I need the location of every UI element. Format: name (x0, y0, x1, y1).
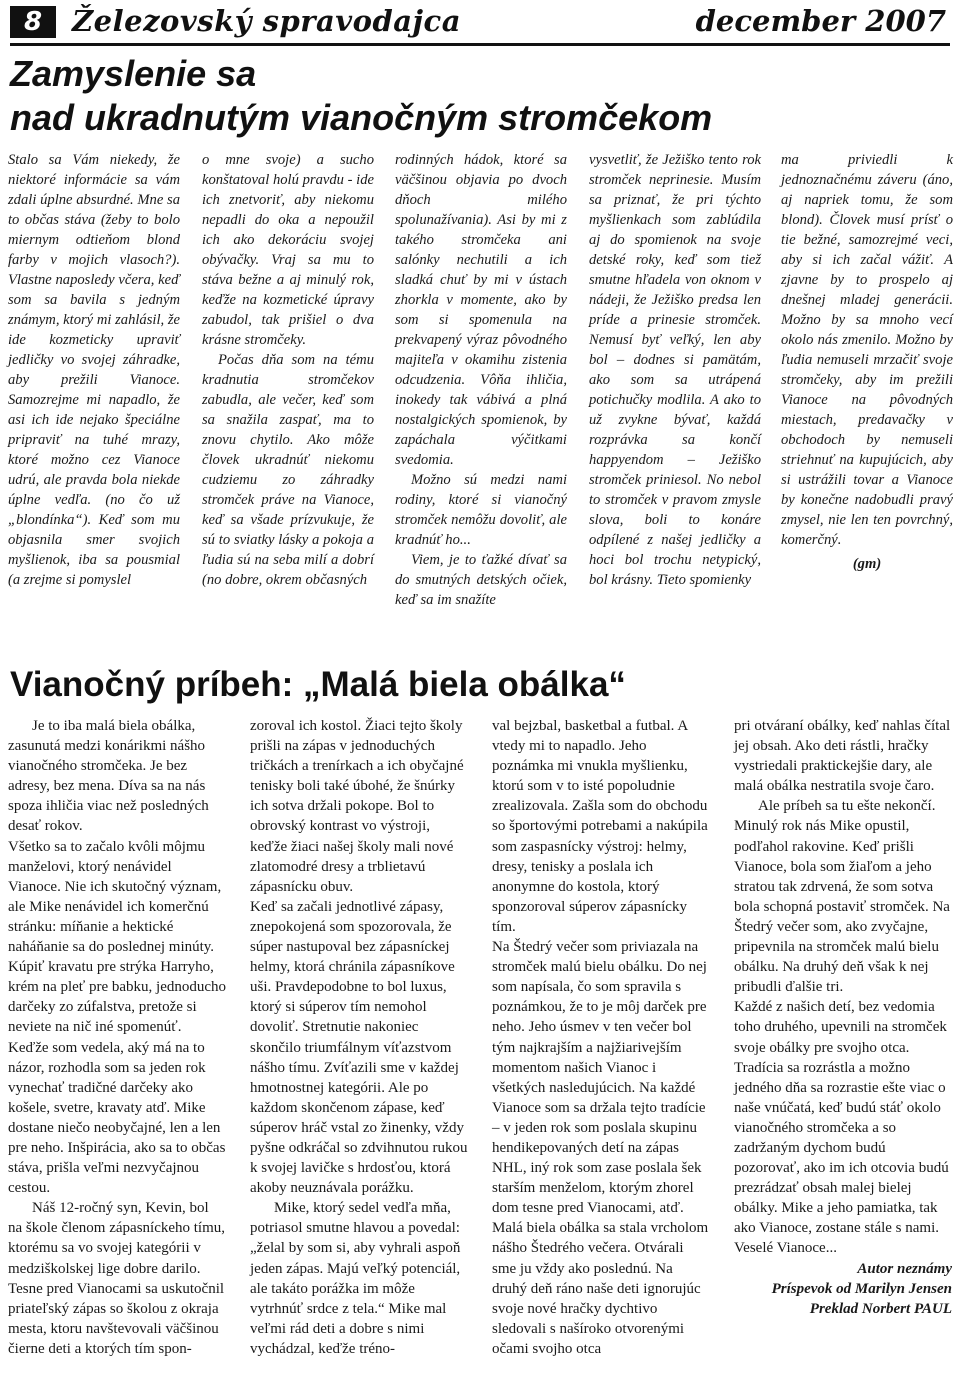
paragraph: Možno sú medzi nami rodiny, ktoré si vianočný stromček nemôžu dovoliť, ale kradnúť ho... (395, 472, 567, 548)
paragraph: Náš 12-ročný syn, Kevin, bol na škole členom zápasníckeho tímu, ktorému sa vo svojej kategórii v medziškolskej lige dobre darilo. Tesne pred Vianocami sa uskutočnil priateľský zápas so školou z okraja mesta, ktoru navštevovali väčšinou čierne deti a ktorých tím spon- (8, 1200, 226, 1357)
credit-author: Autor neznámy (857, 1260, 952, 1277)
paragraph: Stalo sa Vám niekedy, že niektoré informácie sa vám zdali úplne absurdné. Mne sa to občas stáva (žeby to bolo miernym odtieňom blond farby v mojich vlasoch?). Vlastne naposledy včera, keď som sa bavila s jedným známym, ktorý mi zahlásil, že ide kozmeticky upraviť jedličky vo svojej záhradke, aby prežili Vianoce. Samozrejme mi napadlo, že asi ich ide nejako špeciálne pripraviť na tuhé mrazy, ktoré možno cez Vianoce udrú, ale pravda bola niekde úplne vedľa. (no čo už „blondínka“). Keď som mu objasnila smer svojich myšlienok, iba sa pousmial (a zrejme si pomyslel (8, 152, 180, 588)
paragraph: zoroval ich kostol. Žiaci tejto školy prišli na zápas v jednoduchých tričkách a trenírkach a ich obyčajné tenisky boli také úbohé, že šnúrky ich sotva držali pokope. Bol to obrovský kontrast vo výstroji, keďže žiaci našej školy mali nové zlatomodré dresy a trblietavú zápasnícku obuv. (250, 718, 464, 895)
article1-headline-line1: Zamyslenie sa (10, 53, 257, 94)
article1-column-4 (589, 150, 761, 590)
article2-column-1 (8, 716, 226, 1359)
article2-column-2 (250, 716, 468, 1359)
article1-column-1 (8, 150, 180, 590)
paragraph: Keďže som vedela, aký má na to názor, rozhodla som sa jeden rok vynechať tradičné darčeky ako košele, svetre, kravaty atď. Mike dostane niečo neobyčajné, len a len pre neho. Inšpirácia, ako sa to občas stáva, prišla veľmi nezvyčajnou cestou. (8, 1039, 226, 1197)
article2-column-4 (734, 716, 952, 1319)
article1-column-5 (781, 150, 953, 574)
article1-column-2 (202, 150, 374, 590)
page-number: 8 (23, 7, 43, 37)
paragraph: Je to iba malá biela obálka, zasunutá medzi konárikmi nášho vianočného stromčeka. Je bez adresy, bez mena. Díva sa na nás spoza ihličia viac než posledných desať rokov. (8, 718, 209, 835)
article1-headline (10, 52, 950, 140)
paragraph: ma priviedli k jednoznačnému záveru (áno, aj napriek tomu, že som blond). Človek musí prísť o tie bežné, samozrejmé veci, aby si ich začal vážiť. A zjavne by to prospelo aj dnešnej mladej generácii. Možno by sa mnoho vecí okolo nás zmenilo. Možno by ľudia nemuseli mrzačiť svoje stromčeky, aby im prežili Vianoce na pôvodných miestach, predavačky v obchodoch by nemuseli striehnuť na kupujúcich, aby si ustrážili tovar a Vianoce by konečne nadobudli pravý zmysel, nie len ten povrchný, komerčný. (781, 152, 953, 548)
paragraph: vysvetliť, že Ježiško tento rok stromček neprinesie. Musím sa priznať, že pri týchto myšlienkach som zablúdila aj do spomienok na svoje detské roky, keď som tiež smutne hľadela von oknom v nádeji, že Ježiško predsa len príde a prinesie stromček. Nemusí byť veľký, len aby bol – dodnes si pamätám, ako som sa utrápená potichučky modlila. A ako to už zvykne bývať, každá rozprávka sa končí happyendom – Ježiško stromček priniesol. No nebol to stromček v pravom zmysle slova, boli to konáre odpílené z našej jedličky a hoci bol trochu netypický, bol krásny. Tieto spomienky (589, 152, 761, 588)
paragraph: Ale príbeh sa tu ešte nekončí. Minulý rok nás Mike opustil, podľahol rakovine. Keď prišli Vianoce, bola som žiaľom a jeho stratou tak zdrvená, že som sotva bola schopná postaviť stromček. Na Štedrý večer som, ako zvyčajne, pripevnila na stromček malú bielu obálku. Na druhý deň však k nej pribudli ďalšie tri. (734, 798, 950, 996)
paragraph: Všetko sa to začalo kvôli môjmu manželovi, ktorý nenávidel Vianoce. Nie ich skutočný význam, ale Mike nenávidel ich komerčnú stránku: míňanie a hektické naháňanie sa do poslednej minúty. Kúpiť kravatu pre strýka Harryho, krém na pleť pre babku, jednoducho darčeky zo zúfalstva, pretože si neviete na nič iné spomenúť. (8, 838, 227, 1036)
paragraph: Keď sa začali jednotlivé zápasy, znepokojená som spozorovala, že súper nastupoval bez zápasníckej helmy, ktorá chránila zápasníkove uši. Pravdepodobne to bol luxus, ktorý si súperov tím nemohol dovoliť. Stretnutie nakoniec skončilo triumfálnym víťazstvom nášho tímu. Zvíťazili sme v každej hmotnostnej kategórii. Ale po každom skončenom zápase, keď súperov hráč vstal zo žinenky, vždy pyšne odkráčal so zdvihnutou rukou k svojej lavičke s hrdosťou, ktorá akoby neuznávala porážku. (250, 898, 468, 1197)
credit-translator: Preklad Norbert PAUL (809, 1300, 952, 1317)
paragraph: Viem, je to ťažké dívať sa do smutných detských očiek, keď sa im snažíte (395, 552, 567, 608)
issue-date: december 2007 (695, 4, 946, 38)
article2-column-3 (492, 716, 710, 1359)
credit-contributor: Príspevok od Marilyn Jensen (771, 1280, 952, 1297)
masthead-rule (10, 43, 950, 46)
article1-signature: (gm) (852, 556, 882, 572)
paragraph: Počas dňa som na tému kradnutia stromčekov zabudla, ale večer, keď som sa snažila zaspať, ma to znovu chytilo. Ako môže človek ukradnúť niekomu cudziemu zo záhradky stromček práve na Vianoce, keď sa všade prízvukuje, že sú to sviatky lásky a pokoja a ľudia sú na seba milí a dobrí (no dobre, okrem občasných (202, 352, 374, 588)
article1-headline-line2: nad ukradnutým vianočným stromčekom (10, 97, 713, 138)
paragraph: rodinných hádok, ktoré sa väčšinou objavia po dvoch dňoch milého spolunažívania). Asi by mi z takého stromčeka ani salónky nechutili a ich sladká chuť by mi v ústach zhorkla v momente, ako by som si spomenula na prekvapený výraz pôvodného majiteľa v okamihu zistenia odcudzenia. Vôňa ihličia, inokedy tak vábivá a plná nostalgických spomienok, by zapáchala výčitkami svedomia. (395, 152, 567, 468)
article1-column-3 (395, 150, 567, 610)
paragraph: Každé z našich detí, bez vedomia toho druhého, upevnili na stromček svoje obálky pre svojho otca. Tradícia sa rozrástla a možno jedného dňa sa rozrastie ešte viac o naše vnúčatá, keď budú stáť okolo vianočného stromčeka a so zadržaným dychom budú pozorovať, ako im ich otcovia budú prezrádzať obsah malej bielej obálky. Mike a jeho pamiatka, tak ako Vianoce, zostane stále s nami. Veselé Vianoce... (734, 999, 949, 1257)
paper-name: Železovský spravodajca (72, 4, 461, 38)
paragraph: val bejzbal, basketbal a futbal. A vtedy mi to napadlo. Jeho poznámka mi vnukla myšlienku, ktorú som v to isté popoludnie zrealizovala. Zašla som do obchodu so športovými potrebami a nakúpila som zaspasnícky výstroj: helmy, dresy, tenisky a poslala ich anonymne do kostola, ktorý sponzoroval súperov zápasnícky tím. (492, 718, 708, 935)
article2-headline: Vianočný príbeh: „Malá biela obálka“ (10, 665, 626, 704)
masthead (10, 4, 950, 40)
page-number-box (10, 6, 56, 38)
paragraph: o mne svoje) a sucho konštatoval holú pravdu - ide ich znetvoriť, aby niekomu nepadli do oka a nepoužil ich ako dekoráciu svojej obývačky. Vraj sa mu to stáva bežne a aj minulý rok, keďže na kozmetické úpravy zabudol, tak prišiel o dva krásne stromčeky. (202, 152, 374, 348)
paragraph: Na Štedrý večer som priviazala na stromček malú bielu obálku. Do nej som napísala, čo som spravila s poznámkou, že to je môj darček pre neho. Jeho úsmev v ten večer bol tým najkrajším a najžiarivejším momentom našich Vianoc i všetkých nasledujúcich. Na každé Vianoce som sa držala tejto tradície – v jeden rok som poslala skupinu hendikepovaných detí na zápas NHL, iný rok som zase poslala šek starším menželom, ktorým zhorel dom tesne pred Vianocami, atď. Malá biela obálka sa stala vrcholom nášho Štedrého večera. Otvárali sme ju vždy ako poslednú. Na druhý deň ráno naše deti ignorujúc svoje nové hračky dychtivo sledovali s našíroko otvorenými očami svojho otca (492, 939, 709, 1357)
paragraph: Mike, ktorý sedel vedľa mňa, potriasol smutne hlavou a povedal: „želal by som si, aby vyhrali aspoň jeden zápas. Majú veľký potenciál, ale takáto porážka im môže vytrhnúť srdce z tela.“ Mike mal veľmi rád deti a dobre s nimi vychádzal, keďže tréno- (250, 1200, 461, 1357)
paragraph: pri otváraní obálky, keď nahlas čítal jej obsah. Ako deti rástli, hračky vystriedali praktickejšie dary, ale malá obálka nestratila svoje čaro. (734, 718, 951, 795)
